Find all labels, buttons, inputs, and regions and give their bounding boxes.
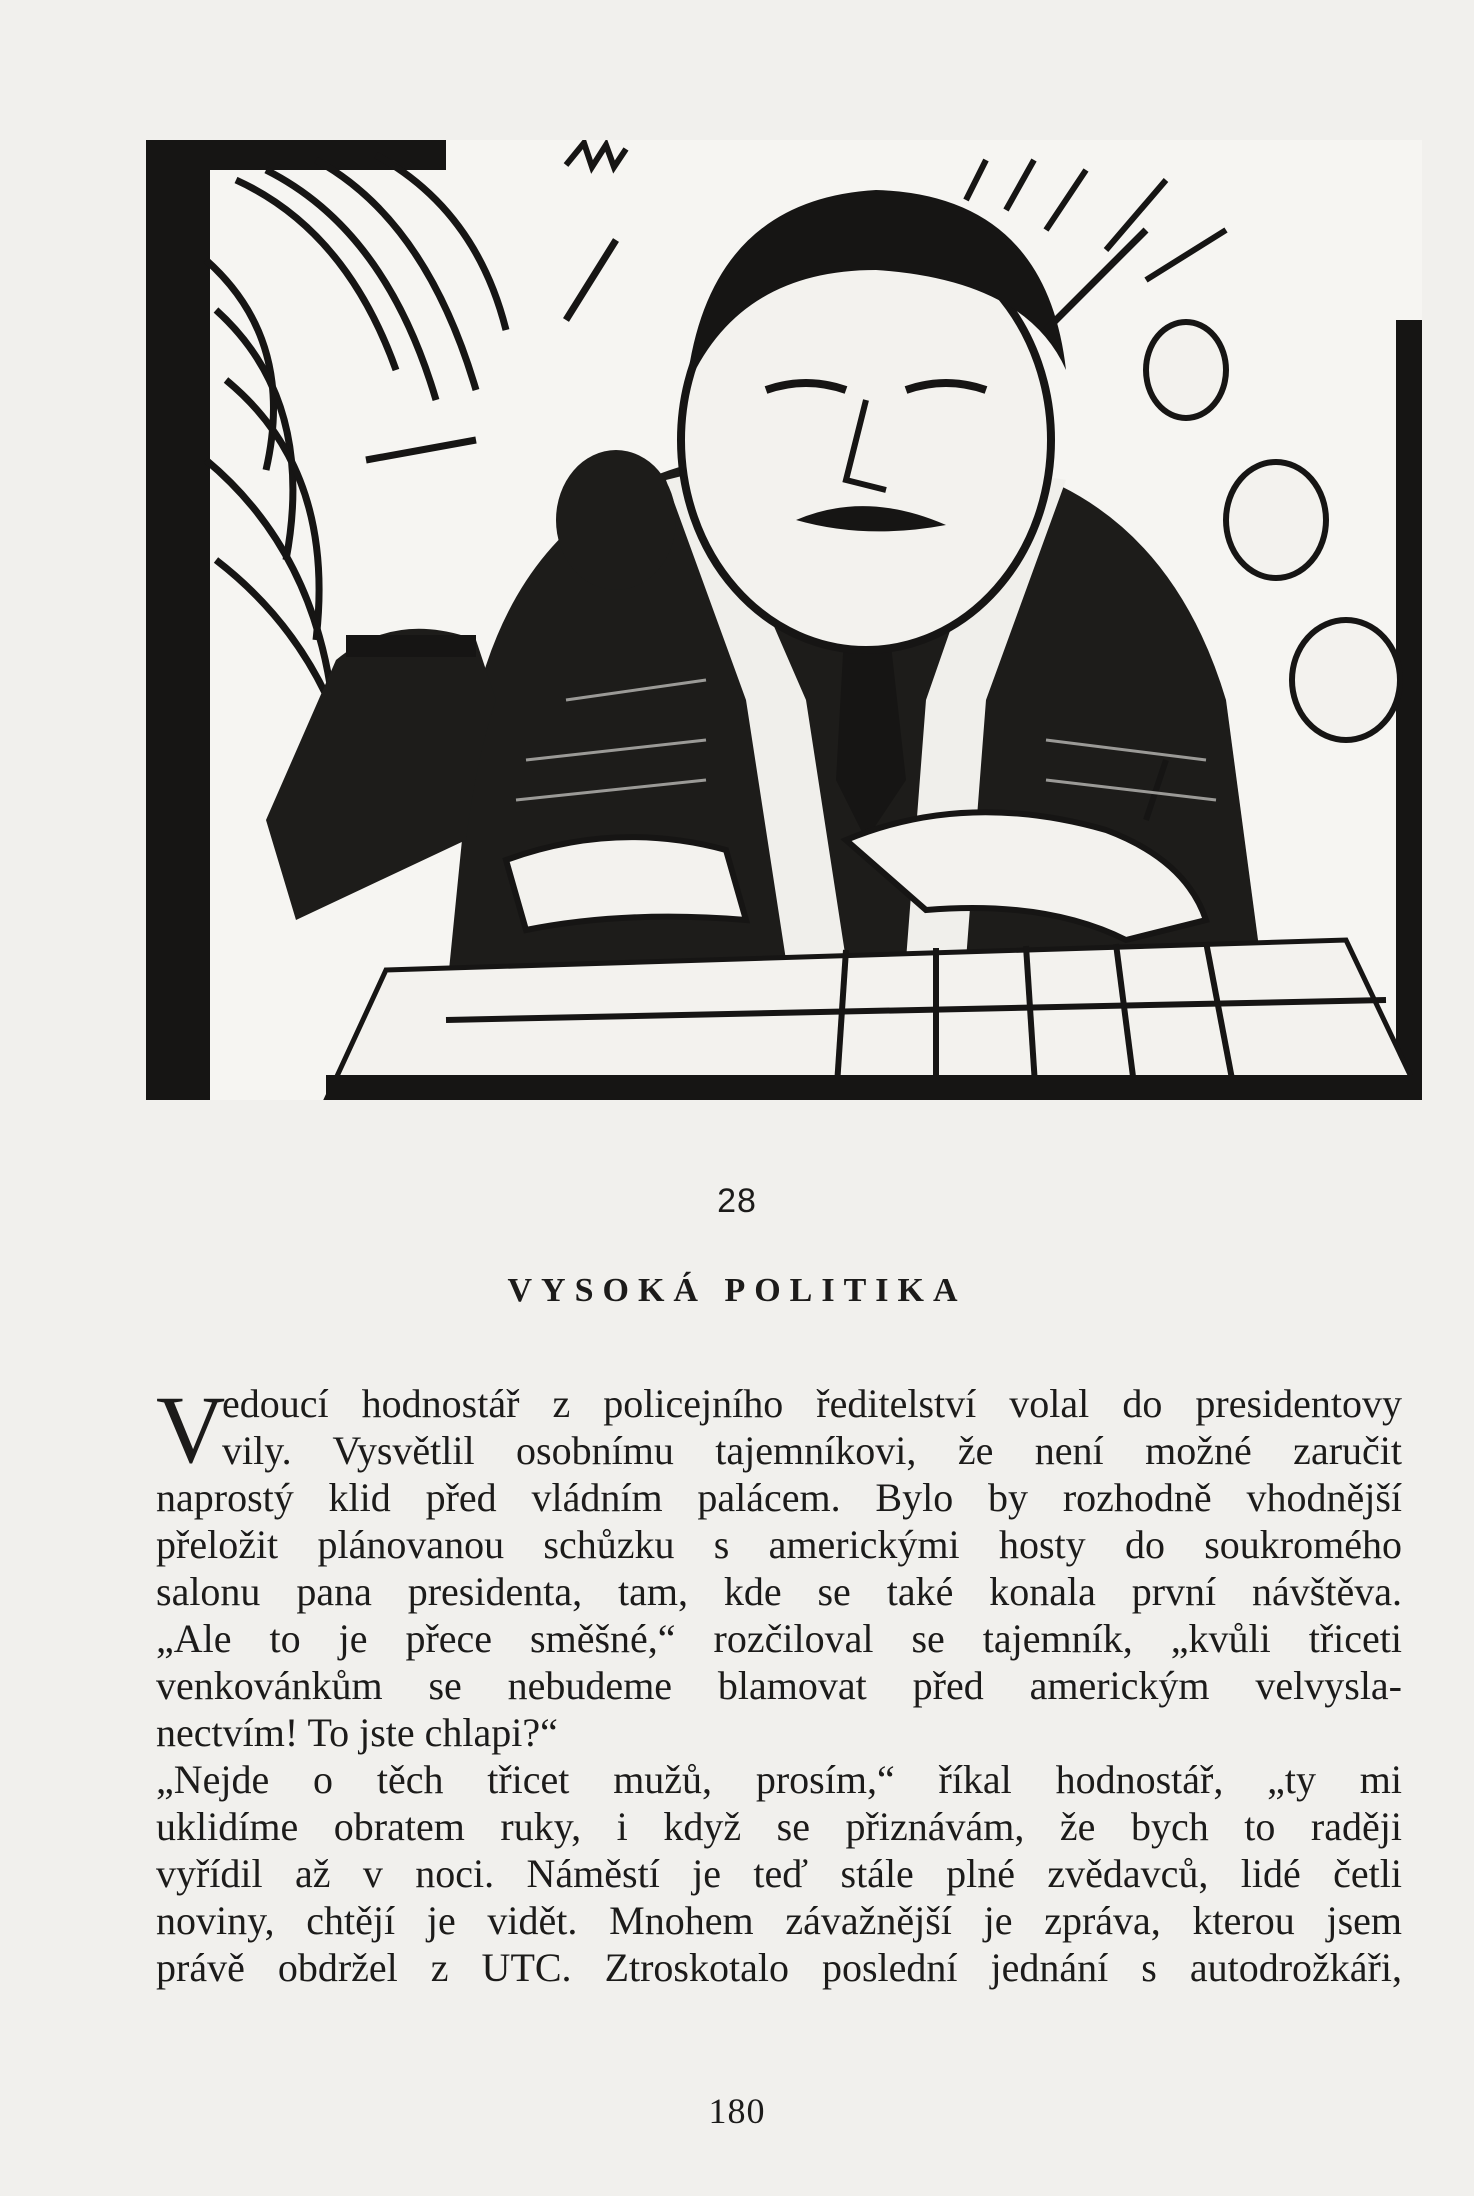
page-number: 180 bbox=[708, 2091, 766, 2131]
text-line: uklidíme obratem ruky, i když se přiznávám, že bych to raději bbox=[156, 1804, 1402, 1849]
figure-right-middle bbox=[1226, 462, 1326, 578]
chapter-title: VYSOKÁ POLITIKA bbox=[507, 1272, 967, 1309]
soldier-cap bbox=[346, 635, 476, 657]
body-text bbox=[156, 1376, 1402, 1991]
text-line: vily. Vysvětlil osobnímu tajemníkovi, že není možné zaručit bbox=[222, 1428, 1402, 1473]
hand-left bbox=[506, 837, 746, 930]
text-line: venkovánkům se nebudeme blamovat před americkým velvysla- bbox=[156, 1663, 1402, 1708]
text-line: salonu pana presidenta, tam, kde se také konala první návštěva. bbox=[156, 1569, 1402, 1614]
text-line: „Ale to je přece směšné,“ rozčiloval se tajemník, „kvůli třiceti bbox=[156, 1616, 1402, 1661]
text-line: „Nejde o těch třicet mužů, prosím,“ říkal hodnostář, „ty mi bbox=[156, 1757, 1402, 1802]
text-line: noviny, chtějí je vidět. Mnohem závažnější je zpráva, kterou jsem bbox=[156, 1898, 1402, 1943]
dagger-left bbox=[366, 440, 476, 460]
drop-cap: V bbox=[156, 1376, 226, 1483]
text-line: právě obdržel z UTC. Ztroskotalo poslední jednání s autodrožkáři, bbox=[156, 1945, 1402, 1990]
dagger-top-right bbox=[1046, 230, 1146, 330]
dagger-top-left bbox=[566, 240, 616, 320]
text-line: edoucí hodnostář z policejního ředitelství volal do presidentovy bbox=[222, 1381, 1402, 1426]
frame-left bbox=[146, 140, 210, 1100]
woodcut-illustration-svg bbox=[146, 140, 1422, 1100]
text-line: přeložit plánovanou schůzku s americkými hosty do soukromého bbox=[156, 1522, 1402, 1567]
figure-right-bottom bbox=[1292, 620, 1400, 740]
figure-left-shadow bbox=[556, 450, 676, 590]
chapter-number: 28 bbox=[717, 1182, 757, 1220]
frame-bottom bbox=[326, 1075, 1422, 1100]
woodcut-illustration bbox=[146, 140, 1422, 1100]
text-line: vyřídil až v noci. Náměstí je teď stále plné zvědavců, lidé četli bbox=[156, 1851, 1402, 1896]
text-line: nectvím! To jste chlapi?“ bbox=[156, 1710, 558, 1755]
frame-top-left bbox=[146, 140, 446, 170]
frame-right bbox=[1396, 320, 1422, 1100]
figure-right-top bbox=[1146, 322, 1226, 418]
text-line: naprostý klid před vládním palácem. Bylo by rozhodně vhodnější bbox=[156, 1475, 1402, 1520]
